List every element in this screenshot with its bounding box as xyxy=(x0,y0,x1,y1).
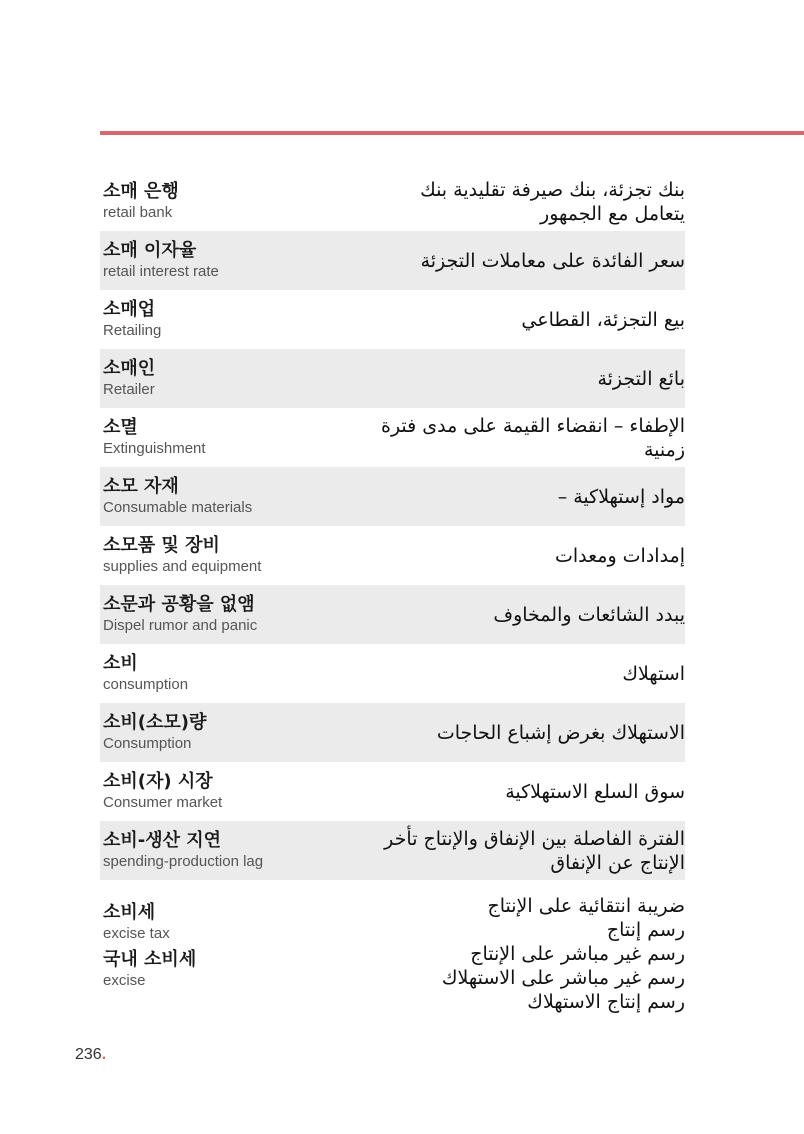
page-number-value: 236 xyxy=(75,1046,102,1063)
korean-term: 소매 이자율 xyxy=(103,240,197,261)
glossary-entry xyxy=(100,703,685,762)
arabic-term: الإطفاء – انقضاء القيمة على مدى فترة زمنية xyxy=(380,414,685,461)
korean-term: 국내 소비세 xyxy=(103,949,197,970)
english-term: retail interest rate xyxy=(103,263,219,280)
english-term: retail bank xyxy=(103,204,173,221)
glossary-entry xyxy=(100,172,685,231)
arabic-term-line: رسم غير مباشر على الاستهلاك xyxy=(441,967,685,989)
english-term: Consumer market xyxy=(103,794,223,811)
korean-term: 소멸 xyxy=(103,417,138,438)
arabic-term: إمدادات ومعدات xyxy=(554,544,685,567)
english-term: Retailer xyxy=(103,381,155,398)
top-accent-rule xyxy=(100,131,804,135)
entry-terms xyxy=(100,476,252,517)
glossary-entry xyxy=(100,762,685,821)
korean-term: 소매 은행 xyxy=(103,181,179,202)
korean-term: 소비-생산 지연 xyxy=(103,830,222,851)
arabic-term-line: ضريبة انتقائية على الإنتاج xyxy=(487,895,685,917)
korean-term: 소비(소모)량 xyxy=(103,712,207,733)
glossary-entry xyxy=(100,880,685,1030)
entry-terms xyxy=(100,771,222,812)
korean-term: 소매인 xyxy=(103,358,156,379)
arabic-term: الاستهلاك بغرض إشباع الحاجات xyxy=(436,721,685,744)
entry-terms xyxy=(100,181,179,222)
korean-term: 소매업 xyxy=(103,299,156,320)
arabic-term: الفترة الفاصلة بين الإنفاق والإنتاج تأخر الإنتاج عن الإنفاق xyxy=(384,827,685,874)
entry-terms xyxy=(100,594,257,635)
english-term: Retailing xyxy=(103,322,162,339)
glossary-entry xyxy=(100,585,685,644)
arabic-term-line: رسم إنتاج xyxy=(606,919,685,941)
entry-terms xyxy=(100,358,155,399)
arabic-term: سعر الفائدة على معاملات التجزئة xyxy=(420,249,685,272)
entry-terms xyxy=(100,653,188,694)
english-term: excise xyxy=(103,972,146,989)
korean-term: 소모품 및 장비 xyxy=(103,535,220,556)
english-term: excise tax xyxy=(103,925,170,942)
arabic-term: بيع التجزئة، القطاعي xyxy=(521,308,685,331)
glossary-entry xyxy=(100,644,685,703)
english-term: Consumption xyxy=(103,735,192,752)
arabic-term: مواد إستهلاكية – xyxy=(557,485,685,508)
arabic-term-line: رسم إنتاج الاستهلاك xyxy=(527,991,685,1013)
entry-terms xyxy=(100,712,206,753)
arabic-term: بنك تجزئة، بنك صيرفة تقليدية بنك يتعامل مع الجمهور xyxy=(420,178,685,225)
glossary-entry xyxy=(100,349,685,408)
arabic-term-list xyxy=(442,894,685,1014)
arabic-term: سوق السلع الاستهلاكية xyxy=(505,780,685,803)
entry-terms xyxy=(100,894,196,990)
arabic-term: يبدد الشائعات والمخاوف xyxy=(493,603,685,626)
arabic-term: استهلاك xyxy=(622,662,685,685)
glossary-entry xyxy=(100,290,685,349)
entry-terms xyxy=(100,299,161,340)
korean-term: 소비 xyxy=(103,653,138,674)
arabic-term-line: رسم غير مباشر على الإنتاج xyxy=(470,943,685,965)
english-term: Consumable materials xyxy=(103,499,253,516)
korean-term: 소비(자) 시장 xyxy=(103,771,213,792)
page-number xyxy=(75,1046,106,1064)
glossary-entry xyxy=(100,231,685,290)
glossary-entry xyxy=(100,467,685,526)
english-term: supplies and equipment xyxy=(103,558,262,575)
korean-term: 소문과 공황을 없앰 xyxy=(103,594,255,615)
glossary-table xyxy=(100,172,685,1030)
glossary-entry xyxy=(100,821,685,880)
english-term: spending-production lag xyxy=(103,853,264,870)
entry-terms xyxy=(100,417,206,458)
page-number-dot: . xyxy=(101,1046,107,1063)
glossary-entry xyxy=(100,526,685,585)
english-term: consumption xyxy=(103,676,189,693)
entry-terms xyxy=(100,535,261,576)
entry-terms xyxy=(100,830,263,871)
arabic-term: بائع التجزئة xyxy=(597,367,685,390)
korean-term: 소모 자재 xyxy=(103,476,179,497)
korean-term: 소비세 xyxy=(103,902,156,923)
glossary-entry xyxy=(100,408,685,467)
english-term: Extinguishment xyxy=(103,440,206,457)
entry-terms xyxy=(100,240,219,281)
english-term: Dispel rumor and panic xyxy=(103,617,258,634)
